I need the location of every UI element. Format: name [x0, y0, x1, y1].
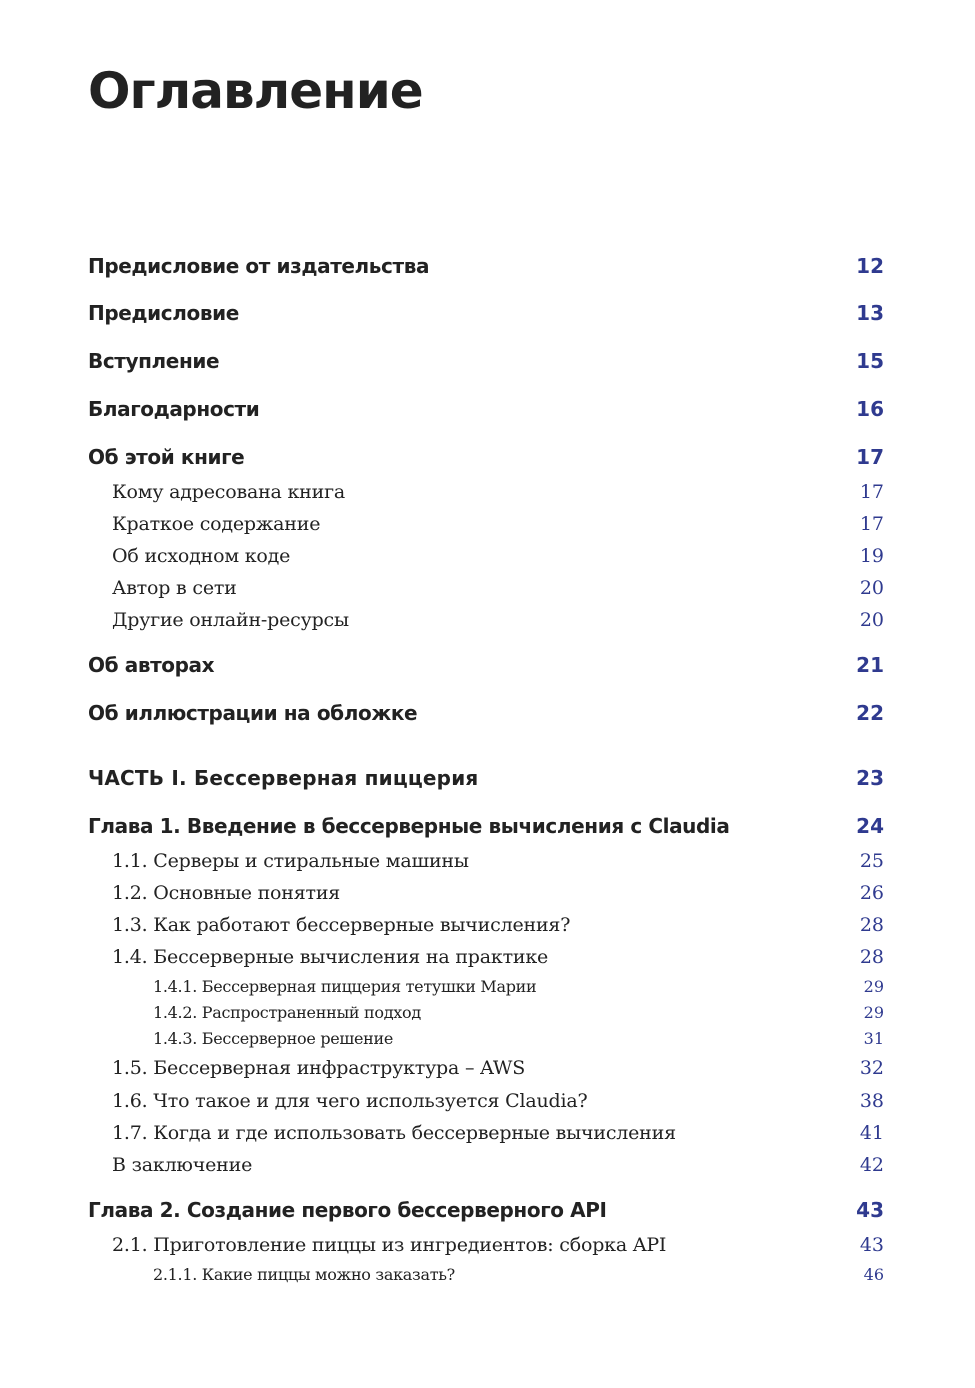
- toc-entry-label: Предисловие от издательства: [88, 254, 430, 278]
- toc-entry-label: 1.4. Бессерверные вычисления на практике: [112, 946, 549, 968]
- toc-page-number: 43: [856, 1198, 884, 1222]
- toc-entry-label: 2.1. Приготовление пиццы из ингредиентов: сборка API: [112, 1234, 667, 1256]
- toc-page-number: 15: [856, 349, 884, 373]
- toc-page-number: 29: [863, 977, 884, 996]
- toc-entry-label: 1.4.1. Бессерверная пиццерия тетушки Марии: [153, 977, 537, 996]
- toc-page-number: 22: [856, 701, 884, 725]
- toc-entry-acknowledgements[interactable]: [88, 397, 884, 421]
- toc-entry-label: Кому адресована книга: [112, 481, 345, 503]
- toc-entry-author-online[interactable]: [112, 577, 884, 599]
- toc-entry-1-3[interactable]: [112, 914, 884, 936]
- toc-page-number: 46: [863, 1265, 884, 1284]
- toc-entry-label: 1.6. Что такое и для чего используется Claudia?: [112, 1090, 588, 1112]
- toc-entry-label: 2.1.1. Какие пиццы можно заказать?: [153, 1265, 455, 1284]
- toc-entry-chapter-1[interactable]: [88, 814, 884, 838]
- toc-page-number: 17: [856, 445, 884, 469]
- toc-entry-1-6[interactable]: [112, 1090, 884, 1112]
- toc-entry-about-book[interactable]: [88, 445, 884, 469]
- toc-entry-cover-illustration[interactable]: [88, 701, 884, 725]
- toc-entry-label: Об этой книге: [88, 445, 245, 469]
- toc-entry-label: Глава 2. Создание первого бессерверного API: [88, 1198, 607, 1222]
- toc-entry-online-resources[interactable]: [112, 609, 884, 631]
- toc-entry-1-7[interactable]: [112, 1122, 884, 1144]
- toc-page-number: 23: [856, 766, 884, 790]
- toc-entry-2-1-1[interactable]: [153, 1265, 884, 1284]
- toc-page-number: 13: [856, 301, 884, 325]
- toc-entry-label: Вступление: [88, 349, 220, 373]
- toc-entry-summary[interactable]: [112, 513, 884, 535]
- toc-page-number: 16: [856, 397, 884, 421]
- toc-page-number: 28: [859, 946, 884, 968]
- toc-entry-label: 1.4.3. Бессерверное решение: [153, 1029, 394, 1048]
- toc-entry-label: 1.1. Серверы и стиральные машины: [112, 850, 469, 872]
- toc-entry-label: Другие онлайн-ресурсы: [112, 609, 349, 631]
- toc-entry-label: 1.5. Бессерверная инфраструктура – AWS: [112, 1057, 526, 1079]
- toc-entry-chapter-2[interactable]: [88, 1198, 884, 1222]
- toc-entry-preface[interactable]: [88, 301, 884, 325]
- toc-page-number: 21: [856, 653, 884, 677]
- toc-entry-1-1[interactable]: [112, 850, 884, 872]
- toc-page-number: 31: [863, 1029, 884, 1048]
- toc-page-number: 43: [859, 1234, 884, 1256]
- toc-entry-label: В заключение: [112, 1154, 253, 1176]
- toc-page-number: 29: [863, 1003, 884, 1022]
- toc-entry-label: 1.3. Как работают бессерверные вычисления?: [112, 914, 571, 936]
- toc-entry-label: Краткое содержание: [112, 513, 321, 535]
- toc-entry-1-4-2[interactable]: [153, 1003, 884, 1022]
- toc-entry-2-1[interactable]: [112, 1234, 884, 1256]
- toc-entry-label: Об иллюстрации на обложке: [88, 701, 418, 725]
- toc-page-number: 24: [856, 814, 884, 838]
- toc-entry-1-4[interactable]: [112, 946, 884, 968]
- toc-page-number: 12: [856, 254, 884, 278]
- toc-entry-conclusion[interactable]: [112, 1154, 884, 1176]
- toc-entry-part-1[interactable]: [88, 766, 884, 790]
- toc-entry-1-4-3[interactable]: [153, 1029, 884, 1048]
- toc-entry-about-authors[interactable]: [88, 653, 884, 677]
- toc-page-number: 28: [859, 914, 884, 936]
- toc-entry-label: 1.2. Основные понятия: [112, 882, 341, 904]
- toc-page-number: 26: [859, 882, 884, 904]
- toc-entry-label: Предисловие: [88, 301, 239, 325]
- toc-page-number: 38: [859, 1090, 884, 1112]
- toc-page-number: 32: [859, 1057, 884, 1079]
- toc-entry-label: Автор в сети: [112, 577, 237, 599]
- toc-page-number: 19: [859, 545, 884, 567]
- toc-entry-source-code[interactable]: [112, 545, 884, 567]
- toc-entry-label: 1.4.2. Распространенный подход: [153, 1003, 421, 1022]
- toc-entry-1-5[interactable]: [112, 1057, 884, 1079]
- toc-page-number: 17: [859, 513, 884, 535]
- toc-page-number: 20: [859, 577, 884, 599]
- toc-entry-label: Благодарности: [88, 397, 260, 421]
- toc-page-number: 42: [859, 1154, 884, 1176]
- toc-entry-audience[interactable]: [112, 481, 884, 503]
- toc-entry-label: Об исходном коде: [112, 545, 291, 567]
- toc-entry-publisher-preface[interactable]: [88, 254, 884, 278]
- page-title: Оглавление: [88, 62, 423, 120]
- toc-page-number: 17: [859, 481, 884, 503]
- toc-entry-label: ЧАСТЬ I. Бессерверная пиццерия: [88, 766, 479, 790]
- toc-entry-label: Глава 1. Введение в бессерверные вычисления с Claudia: [88, 814, 730, 838]
- toc-page-number: 25: [859, 850, 884, 872]
- toc-entry-label: Об авторах: [88, 653, 215, 677]
- toc-entry-1-2[interactable]: [112, 882, 884, 904]
- toc-entry-introduction[interactable]: [88, 349, 884, 373]
- toc-page-number: 41: [859, 1122, 884, 1144]
- toc-page-number: 20: [859, 609, 884, 631]
- toc-entry-label: 1.7. Когда и где использовать бессерверные вычисления: [112, 1122, 676, 1144]
- toc-entry-1-4-1[interactable]: [153, 977, 884, 996]
